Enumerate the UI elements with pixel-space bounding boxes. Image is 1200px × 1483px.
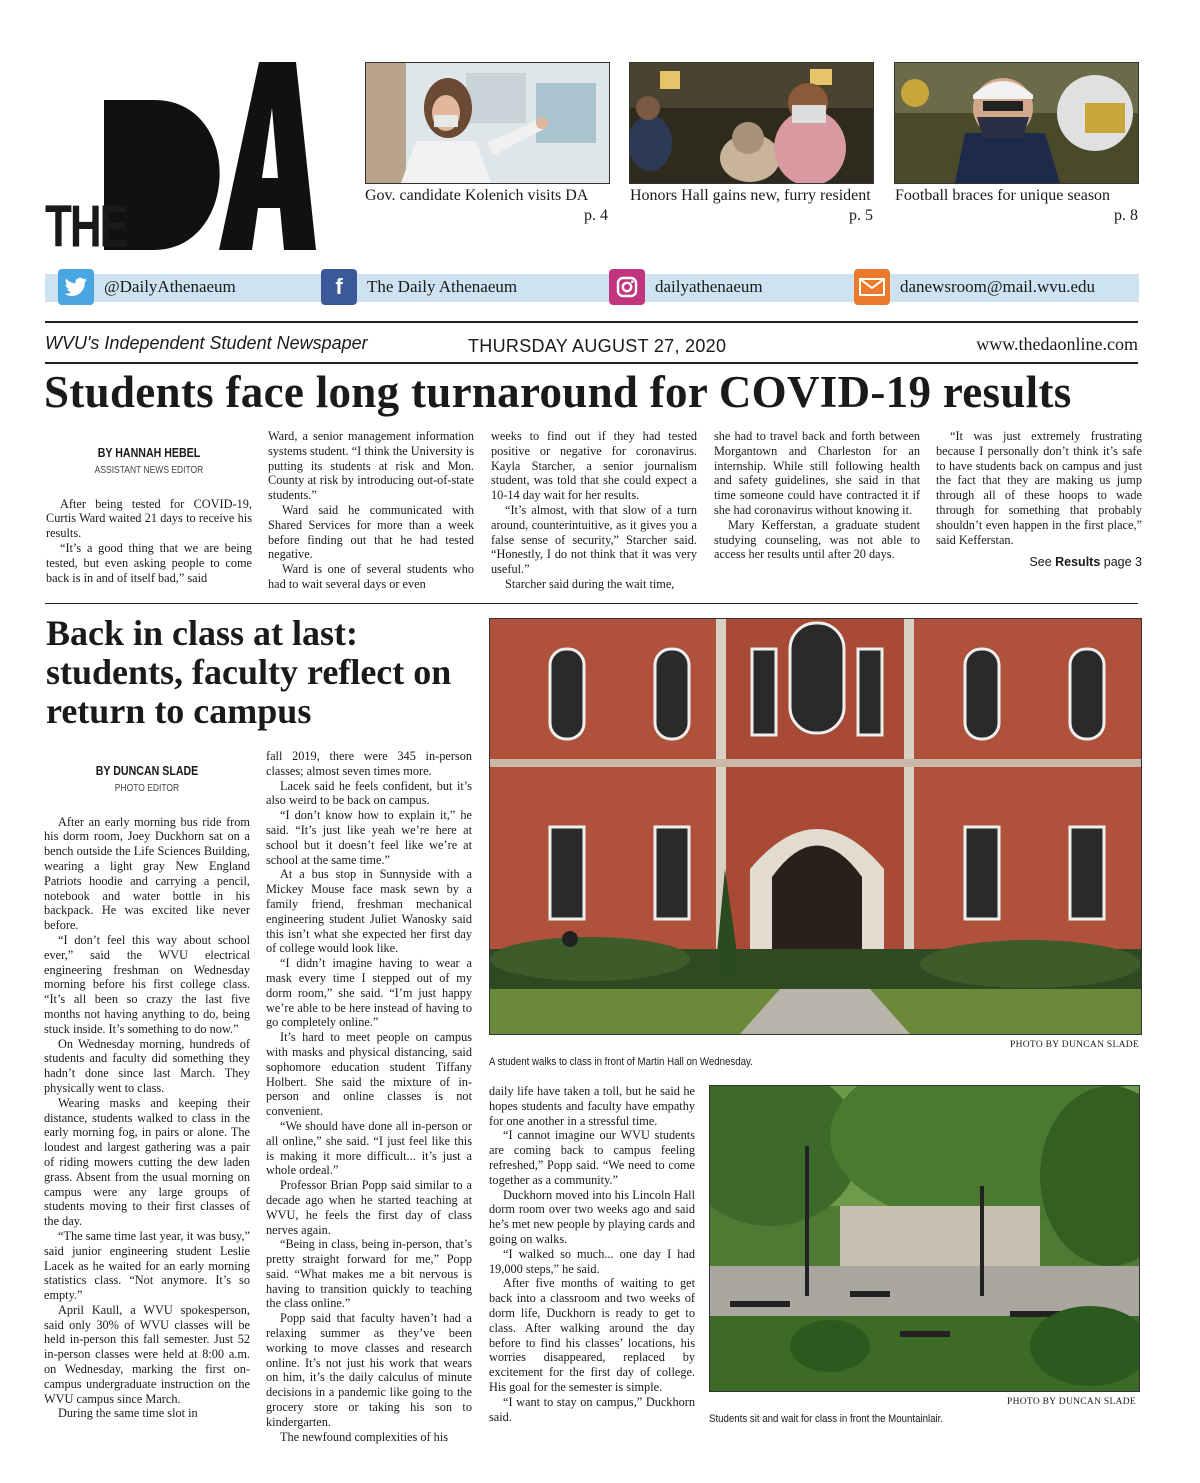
teaser-caption-kolenich[interactable]: Gov. candidate Kolenich visits DA <box>365 187 589 204</box>
story2-paragraph: “Being in class, being in-person, that’s pretty straight forward for me,” Popp said. “What makes me a bit nervous is having to transition quickly to teaching the class online.” <box>266 1237 472 1311</box>
story2-paragraph: April Kaull, a WVU spokesperson, said only 30% of WVU classes will be held in-person this fall semester. Just 52 in-person classes were held at 8:00 a.m. on Wednesday, marking the first on-campus undergraduate instruction on the WVU campus since March. <box>44 1302 250 1406</box>
story2-paragraph: “We should have done all in-person or all online,” she said. “I just feel like this is making it more difficult... it’s just a whole ordeal.” <box>266 1118 472 1178</box>
story2-paragraph: During the same time slot in <box>58 1406 198 1421</box>
story2-paragraph: Duckhorn moved into his Lincoln Hall dorm room over two weeks ago and said he’s met new people by playing cards and going on walks. <box>489 1187 695 1246</box>
photo1-credit: PHOTO BY DUNCAN SLADE <box>1010 1040 1140 1050</box>
social-facebook[interactable] <box>321 268 517 306</box>
story1-paragraph: Ward is one of several students who had to wait several days or even <box>268 562 474 591</box>
story1-paragraph: Ward said he communicated with Shared Services for more than a week before finding out that he had tested negative. <box>268 502 474 562</box>
story1-paragraph: “It was just extremely frustrating because I personally don’t think it’s safe to have students back on campus and just the fact that they are making us jump through all of these hoops to wade through for something that probably shouldn’t even happen in the first place,” said Kefferstan. <box>936 429 1142 547</box>
story2-paragraph: Wearing masks and keeping their distance, students walked to class in the early morning fog, in pairs or alone. The loudest and largest gathering was a pair of riding mowers cutting the dew laden grass. Absent from the usual morning on campus were any large groups of students moving to their first classes of the day. <box>44 1095 250 1229</box>
photo-martin-hall[interactable] <box>489 618 1142 1035</box>
photo2-caption: Students sit and wait for class in front the Mountainlair. <box>709 1413 944 1425</box>
email-icon <box>854 269 890 305</box>
story2-col1 <box>44 764 250 1421</box>
teaser-caption-honors-hall[interactable]: Honors Hall gains new, furry resident <box>630 187 871 204</box>
story1-paragraph: Mary Kefferstan, a graduate student studying counseling, was not able to access her results until after 20 days. <box>714 517 920 562</box>
story2-headline[interactable]: Back in class at last: students, faculty reflect on return to campus <box>46 613 452 731</box>
story2-byline: BY DUNCAN SLADE <box>95 764 199 778</box>
jump-suffix: page 3 <box>1100 555 1142 570</box>
twitter-handle[interactable]: @DailyAthenaeum <box>104 277 236 296</box>
story1-jump-link[interactable] <box>936 555 1142 570</box>
rule-bottom <box>45 362 1138 364</box>
story1-paragraph: Starcher said during the wait time, <box>505 576 675 591</box>
social-twitter[interactable] <box>58 268 236 306</box>
masthead-the: THE <box>45 193 127 261</box>
story2-col3 <box>489 1084 695 1424</box>
story2-paragraph: “I didn’t imagine having to wear a mask every time I stepped out of my dorm room,” she said. “I’m just happy we’re able to be here instead of having to go completely online.” <box>266 956 472 1030</box>
story2-paragraph: “I walked so much... one day I had 19,000 steps,” he said. <box>489 1246 695 1276</box>
jump-word: Results <box>1055 555 1101 570</box>
facebook-name[interactable]: The Daily Athenaeum <box>367 277 518 296</box>
twitter-icon <box>58 269 94 305</box>
story1-col1 <box>46 446 252 585</box>
photo1-caption: A student walks to class in front of Martin Hall on Wednesday. <box>489 1056 753 1068</box>
story1-paragraph: Ward, a senior management information systems student. “I think the University is putting its students at risk and Mon. County at risk by introducing out-of-state students.” <box>268 429 474 503</box>
facebook-icon: f <box>321 269 357 305</box>
rule-top <box>45 321 1138 323</box>
teaser-page-football: p. 8 <box>1114 207 1138 224</box>
rule-section <box>45 603 1138 604</box>
story1-col3 <box>491 429 697 592</box>
story2-paragraph: Popp said that faculty haven’t had a relaxing summer as they’ve been working to move classes and research online. It’s not just his work that wears on him, it’s the daily calculus of minute decisions in a pandemic like going to the grocery store or taking his son to kindergarten. <box>266 1311 472 1429</box>
story2-paragraph: fall 2019, there were 345 in-person classes; almost seven times more. <box>266 749 472 778</box>
social-instagram[interactable] <box>609 268 763 306</box>
story1-col5 <box>936 429 1142 570</box>
story2-paragraph: After five months of waiting to get back into a classroom and two weeks of dorm life, Duckhorn is ready to get to class. After walking around the day before to find his classes’ locations, his worries disappeared, replaced by excitement for the first day of college. His goal for the semester is simple. <box>489 1276 695 1394</box>
teaser-page-kolenich: p. 4 <box>584 207 608 224</box>
website-link[interactable]: www.thedaonline.com <box>976 334 1138 354</box>
issue-date: THURSDAY AUGUST 27, 2020 <box>468 336 727 356</box>
email-address[interactable]: danewsroom@mail.wvu.edu <box>900 277 1096 296</box>
story2-paragraph: The newfound complexities of his <box>280 1429 449 1444</box>
story2-paragraph: daily life have taken a toll, but he said he hopes students and faculty have empathy for one another in a stressful time. <box>489 1084 695 1128</box>
teaser-photo-football[interactable] <box>894 62 1139 184</box>
story2-paragraph: “The same time last year, it was busy,” said junior engineering student Leslie Lacek as he waited for an early morning statistics class. “Not anymore. It’s so empty.” <box>44 1228 250 1303</box>
story1-paragraph: “It’s almost, with that slow of a turn around, counterintuitive, as it gives you a false sense of security,” Starcher said. “Honestly, I do not think that it was very useful.” <box>491 502 697 577</box>
teaser-page-honors-hall: p. 5 <box>849 207 873 224</box>
story1-paragraph: “It’s a good thing that we are being tested, but even asking people to come back is in and of itself bad,” said <box>46 540 252 585</box>
story2-paragraph: “I don’t know how to explain it,” he said. “It’s just like yeah we’re here at school but it doesn’t feel like we’re at school at the same time.” <box>266 808 472 867</box>
story2-paragraph: At a bus stop in Sunnyside with a Mickey Mouse face mask sewn by a family friend, freshman mechanical engineering student Juliet Wanosky said this isn’t what she expected her first day of college would look like. <box>266 867 472 956</box>
story2-paragraph: It’s hard to meet people on campus with masks and physical distancing, said sophomore education student Tiffany Holbert. She said the mixture of in-person and online classes is not convenient. <box>266 1030 472 1119</box>
story1-col4 <box>714 429 920 562</box>
story2-paragraph: “I cannot imagine our WVU students are coming back to campus feeling refreshed,” Popp said. “We need to come together as a community.” <box>489 1128 695 1187</box>
social-email[interactable] <box>854 268 1095 306</box>
story2-paragraph: Lacek said he feels confident, but it’s also weird to be back on campus. <box>266 778 472 808</box>
story1-byline: BY HANNAH HEBEL <box>97 446 201 460</box>
photo2-credit: PHOTO BY DUNCAN SLADE <box>1007 1397 1137 1407</box>
story2-paragraph: On Wednesday morning, hundreds of students and faculty did something they hadn’t done since last March. They physically went to class. <box>44 1036 250 1095</box>
instagram-icon <box>609 269 645 305</box>
teaser-photo-kolenich[interactable] <box>365 62 610 184</box>
story2-paragraph: “I don’t feel this way about school ever,” said the WVU electrical engineering freshman on Wednesday morning before his first college class. “It’s all been so crazy the last five months not having anything to do, being stuck inside. It’s something to do now.” <box>44 932 250 1036</box>
story1-col2 <box>268 429 474 592</box>
story2-paragraph: After an early morning bus ride from his dorm room, Joey Duckhorn sat on a bench outside the Life Sciences Building, wearing a light gray New England Patriots hoodie and carrying a pencil, notebook and water bottle in his backpack. He was excited like never before. <box>44 814 250 933</box>
story1-paragraph: weeks to find out if they had tested positive or negative for coronavirus. Kayla Starcher, a senior journalism student, was told that she could expect a 10-14 day wait for her results. <box>491 429 697 503</box>
story2-paragraph: Professor Brian Popp said similar to a decade ago when he started teaching at WVU, he feels the first day of class nerves again. <box>266 1178 472 1237</box>
tagline: WVU's Independent Student Newspaper <box>45 333 368 353</box>
story2-byline-role: PHOTO EDITOR <box>114 782 180 794</box>
story1-byline-role: ASSISTANT NEWS EDITOR <box>94 464 204 476</box>
photo-mountainlair[interactable] <box>709 1085 1140 1392</box>
story1-headline[interactable]: Students face long turnaround for COVID-19 results <box>44 367 1072 417</box>
instagram-handle[interactable]: dailyathenaeum <box>655 277 763 296</box>
story1-paragraph: After being tested for COVID-19, Curtis Ward waited 21 days to receive his results. <box>46 496 252 541</box>
teaser-caption-football[interactable]: Football braces for unique season <box>895 187 1111 204</box>
story2-col2 <box>266 749 472 1444</box>
teaser-photo-honors-hall[interactable] <box>629 62 874 184</box>
jump-prefix: See <box>1029 555 1056 570</box>
story1-paragraph: she had to travel back and forth between Morgantown and Charleston for an internship. While still following health and safety guidelines, she said in that time someone could have contracted it if she had coronavirus without knowing it. <box>714 429 920 517</box>
story2-paragraph: “I want to stay on campus,” Duckhorn said. <box>489 1394 695 1424</box>
